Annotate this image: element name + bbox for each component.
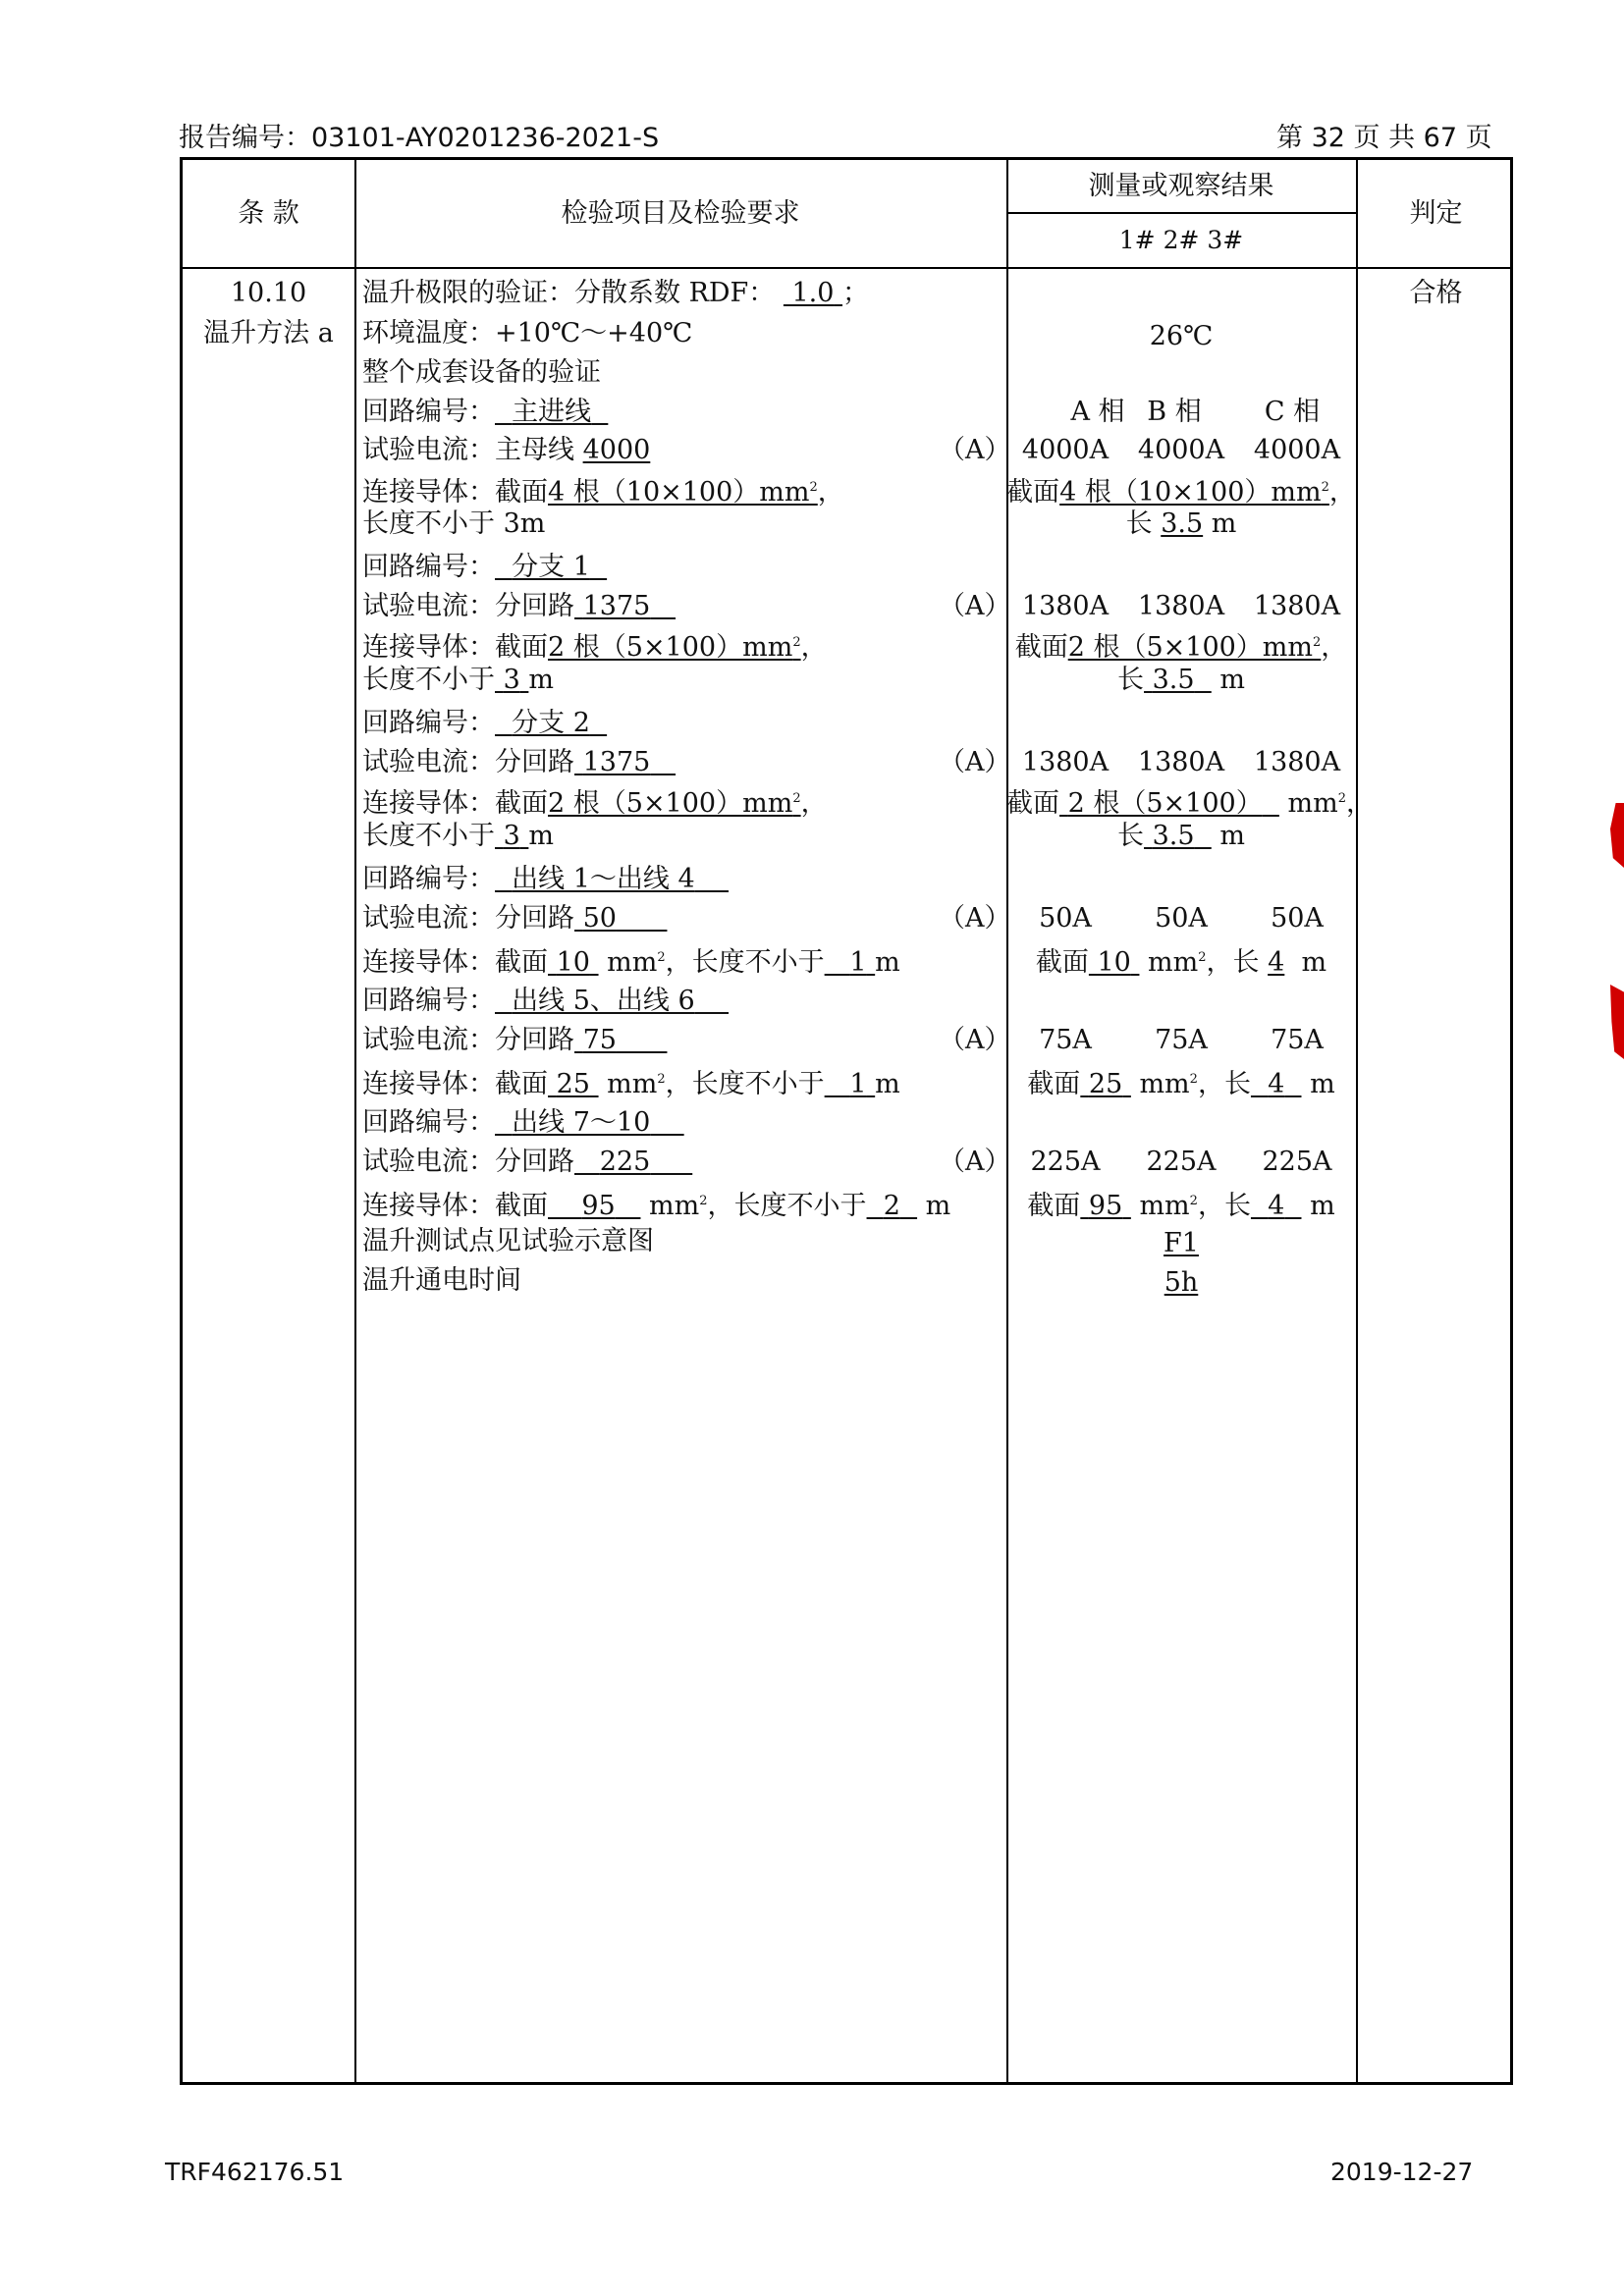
result-header: 测量或观察结果 bbox=[1088, 171, 1274, 201]
circuit-2-length: 长度不小于 3 m bbox=[362, 665, 554, 695]
circuit-2-current-a: 1380A bbox=[1021, 591, 1110, 621]
rdf-value: 1.0 bbox=[791, 278, 835, 308]
circuit-5-current-c: 75A bbox=[1271, 1025, 1324, 1055]
circuit-2-meas-length: 长 3.5 m bbox=[1117, 665, 1245, 695]
unit-label: （A） bbox=[939, 591, 1011, 621]
circuit-4-current: 试验电流：分回路 50 bbox=[362, 903, 617, 934]
footer-date: 2019-12-27 bbox=[1330, 2158, 1474, 2186]
circuit-6-conductor: 连接导体：截面 95 $mm^2$，长度不小于 2 m bbox=[362, 1191, 951, 1221]
circuit-3-current-c: 1380A bbox=[1253, 747, 1341, 777]
circuit-3-id: 回路编号： 分支 2 bbox=[362, 708, 590, 738]
energize-time-label: 温升通电时间 bbox=[362, 1265, 521, 1296]
col-divider bbox=[354, 160, 356, 2082]
circuit-5-current-b: 75A bbox=[1155, 1025, 1208, 1055]
circuit-6-current-a: 225A bbox=[1030, 1147, 1101, 1177]
circuit-5-id: 回路编号： 出线 5、出线 6 bbox=[362, 986, 695, 1016]
sample-numbers: 1# 2# 3# bbox=[1118, 226, 1244, 254]
verdict-value: 合格 bbox=[1409, 278, 1463, 308]
circuit-1-meas-length: 长 3.5 m bbox=[1125, 508, 1237, 539]
stamp-fragment bbox=[1610, 803, 1624, 868]
circuit-2-current-c: 1380A bbox=[1253, 591, 1341, 621]
page-info: 第 32 页 共 67 页 bbox=[1276, 123, 1492, 153]
report-number: 报告编号：03101-AY0201236-2021-S bbox=[179, 123, 660, 153]
test-points-label: 温升测试点见试验示意图 bbox=[362, 1226, 654, 1256]
unit-label: （A） bbox=[939, 903, 1011, 934]
circuit-1-conductor: 连接导体：截面4 根$(10\times 100)mm^2$， bbox=[362, 477, 844, 507]
circuit-4-current-b: 50A bbox=[1155, 903, 1208, 934]
energize-time-value: 5h bbox=[1164, 1267, 1199, 1298]
unit-label: （A） bbox=[939, 435, 1011, 465]
circuit-6-current: 试验电流：分回路 225 bbox=[362, 1147, 651, 1177]
clause-header: 条 款 bbox=[238, 198, 299, 229]
row-divider bbox=[1006, 212, 1356, 214]
circuit-6-id: 回路编号： 出线 7～10 bbox=[362, 1107, 651, 1138]
rdf-label: 温升极限的验证：分散系数 RDF： bbox=[362, 278, 776, 308]
circuit-6-current-c: 225A bbox=[1262, 1147, 1332, 1177]
circuit-3-current-b: 1380A bbox=[1137, 747, 1225, 777]
circuit-6-current-b: 225A bbox=[1146, 1147, 1217, 1177]
circuit-3-current-a: 1380A bbox=[1021, 747, 1110, 777]
phase-a-label: A 相 bbox=[1070, 397, 1125, 427]
circuit-6-meas-section: 截面 95 $mm^2$，长 4 m bbox=[1027, 1191, 1335, 1221]
ambient-temperature: 26℃ bbox=[1149, 321, 1214, 351]
unit-label: （A） bbox=[939, 1025, 1011, 1055]
circuit-4-current-a: 50A bbox=[1039, 903, 1092, 934]
rdf-line: 温升极限的验证：分散系数 RDF： 1.0 ； bbox=[362, 278, 870, 308]
circuit-1-current-a: 4000A bbox=[1021, 435, 1110, 465]
circuit-2-current: 试验电流：分回路 1375 bbox=[362, 591, 651, 621]
form-number: TRF462176.51 bbox=[165, 2158, 345, 2186]
circuit-2-conductor: 连接导体：截面2 根$(5\times 100)mm^2$， bbox=[362, 632, 828, 663]
row-divider bbox=[183, 267, 1510, 269]
circuit-1-meas-section: 截面4 根$(10\times 100)mm^2$， bbox=[1006, 477, 1356, 507]
circuit-5-current: 试验电流：分回路 75 bbox=[362, 1025, 617, 1055]
phase-b-label: B 相 bbox=[1147, 397, 1202, 427]
stamp-fragment bbox=[1610, 985, 1624, 1059]
unit-label: （A） bbox=[939, 1147, 1011, 1177]
circuit-4-meas-section: 截面 10 $mm^2$，长 4 m bbox=[1035, 947, 1327, 978]
circuit-1-current: 试验电流：主母线 4000 bbox=[362, 435, 651, 465]
circuit-5-current-a: 75A bbox=[1039, 1025, 1092, 1055]
circuit-5-meas-section: 截面 25 $mm^2$，长 4 m bbox=[1027, 1069, 1335, 1099]
circuit-3-length: 长度不小于 3 m bbox=[362, 821, 554, 851]
circuit-3-meas-length: 长 3.5 m bbox=[1117, 821, 1245, 851]
col-divider bbox=[1356, 160, 1358, 2082]
circuit-2-current-b: 1380A bbox=[1137, 591, 1225, 621]
circuit-3-current: 试验电流：分回路 1375 bbox=[362, 747, 651, 777]
test-points-value: F1 bbox=[1164, 1228, 1199, 1258]
verdict-header: 判定 bbox=[1409, 198, 1463, 229]
circuit-3-conductor: 连接导体：截面2 根$(5\times 100)mm^2$， bbox=[362, 788, 828, 819]
inspection-table bbox=[180, 157, 1513, 2085]
circuit-4-id: 回路编号： 出线 1～出线 4 bbox=[362, 864, 695, 894]
clause-name: 温升方法 a bbox=[203, 318, 334, 348]
circuit-3-meas-section: 截面 2 根（5×100） $mm^2$， bbox=[1006, 788, 1373, 819]
clause-number: 10.10 bbox=[230, 278, 307, 308]
circuit-1-current-c: 4000A bbox=[1253, 435, 1341, 465]
circuit-4-current-c: 50A bbox=[1271, 903, 1324, 934]
phase-c-label: C 相 bbox=[1264, 397, 1321, 427]
circuit-2-id: 回路编号： 分支 1 bbox=[362, 552, 590, 582]
circuit-1-length: 长度不小于 3m bbox=[362, 508, 546, 539]
whole-assembly-label: 整个成套设备的验证 bbox=[362, 357, 601, 388]
ambient-requirement: 环境温度：+10℃～+40℃ bbox=[362, 318, 693, 348]
circuit-4-conductor: 连接导体：截面 10 $mm^2$，长度不小于 1 m bbox=[362, 947, 900, 978]
unit-label: （A） bbox=[939, 747, 1011, 777]
circuit-1-current-b: 4000A bbox=[1137, 435, 1225, 465]
circuit-2-meas-section: 截面2 根$(5\times 100)mm^2$， bbox=[1014, 632, 1348, 663]
circuit-1-id: 回路编号： 主进线 bbox=[362, 397, 592, 427]
item-header: 检验项目及检验要求 bbox=[561, 198, 800, 229]
circuit-5-conductor: 连接导体：截面 25 $mm^2$，长度不小于 1 m bbox=[362, 1069, 900, 1099]
